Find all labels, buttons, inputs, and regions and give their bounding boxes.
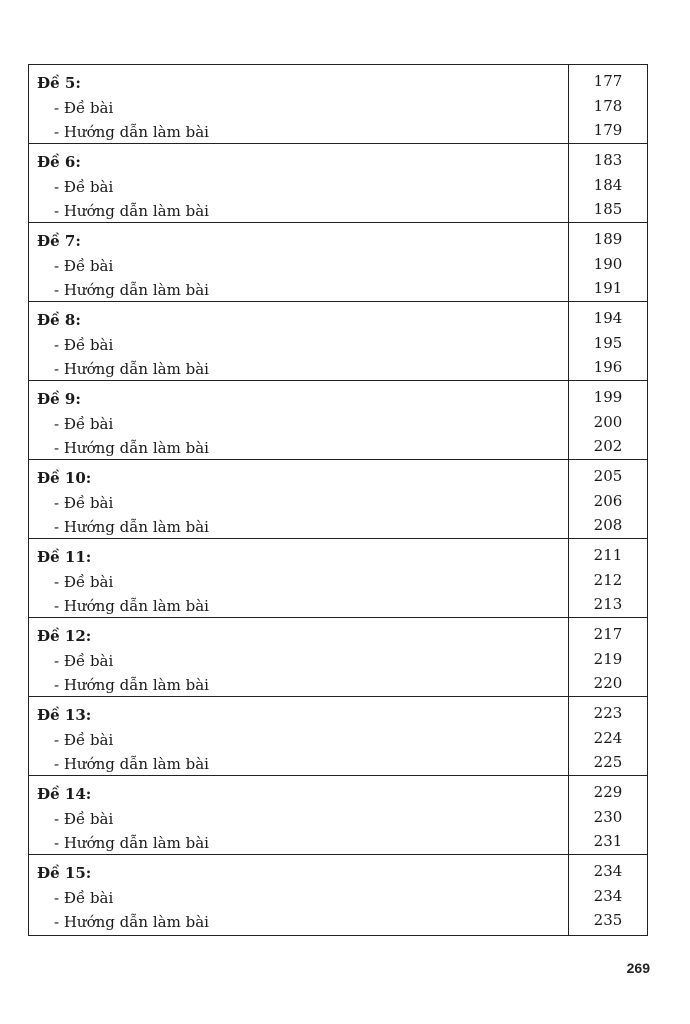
item-huong-dan: - Hướng dẫn làm bài: [54, 202, 209, 220]
toc-section: [29, 460, 647, 539]
item-huong-dan: - Hướng dẫn làm bài: [54, 123, 209, 141]
page-number: 183: [593, 151, 623, 169]
section-heading: Đề 7:: [37, 232, 81, 250]
footer-page-number: 269: [626, 960, 650, 976]
section-heading: Đề 13:: [37, 706, 92, 724]
toc-section: [29, 65, 647, 144]
page-number: 177: [593, 72, 623, 90]
item-de-bai: - Đề bài: [54, 809, 114, 828]
section-pages: [569, 460, 647, 538]
section-heading: Đề 8:: [37, 311, 81, 329]
page-number: 190: [593, 254, 623, 273]
item-de-bai: - Đề bài: [54, 98, 114, 117]
page-number: 199: [593, 388, 623, 406]
page-number: 202: [593, 437, 623, 455]
toc-section: [29, 223, 647, 302]
section-titles: [29, 65, 569, 143]
section-pages: [569, 776, 647, 854]
page-number: 185: [593, 200, 623, 218]
section-pages: [569, 618, 647, 696]
page-number: 224: [593, 728, 623, 747]
page-number: 184: [593, 175, 623, 194]
item-de-bai: - Đề bài: [54, 730, 114, 749]
page-number: 179: [593, 121, 623, 139]
page-number: 196: [593, 358, 623, 376]
page-number: 220: [593, 674, 623, 692]
page-number: 189: [593, 230, 623, 248]
toc-section: [29, 302, 647, 381]
page-number: 194: [593, 309, 623, 327]
item-huong-dan: - Hướng dẫn làm bài: [54, 360, 209, 378]
page-number: 205: [593, 467, 623, 485]
item-huong-dan: - Hướng dẫn làm bài: [54, 676, 209, 694]
page-number: 235: [593, 911, 623, 929]
item-de-bai: - Đề bài: [54, 335, 114, 354]
section-heading: Đề 6:: [37, 153, 81, 171]
section-titles: [29, 855, 569, 935]
page-number: 195: [593, 333, 623, 352]
section-heading: Đề 10:: [37, 469, 92, 487]
toc-section: [29, 776, 647, 855]
item-de-bai: - Đề bài: [54, 493, 114, 512]
section-titles: [29, 539, 569, 617]
item-de-bai: - Đề bài: [54, 572, 114, 591]
item-de-bai: - Đề bài: [54, 177, 114, 196]
page-number: 231: [593, 832, 623, 850]
page-number: 223: [593, 704, 623, 722]
section-heading: Đề 14:: [37, 785, 92, 803]
section-heading: Đề 15:: [37, 864, 92, 882]
page-number: 229: [593, 783, 623, 801]
section-titles: [29, 381, 569, 459]
section-heading: Đề 9:: [37, 390, 81, 408]
section-titles: [29, 697, 569, 775]
table-of-contents: [28, 64, 648, 936]
page-number: 213: [593, 595, 623, 613]
page-number: 200: [593, 412, 623, 431]
section-titles: [29, 223, 569, 301]
item-de-bai: - Đề bài: [54, 414, 114, 433]
page-number: 219: [593, 649, 623, 668]
page-number: 208: [593, 516, 623, 534]
toc-section: [29, 144, 647, 223]
item-huong-dan: - Hướng dẫn làm bài: [54, 518, 209, 536]
section-pages: [569, 381, 647, 459]
section-titles: [29, 460, 569, 538]
item-de-bai: - Đề bài: [54, 256, 114, 275]
item-huong-dan: - Hướng dẫn làm bài: [54, 597, 209, 615]
item-huong-dan: - Hướng dẫn làm bài: [54, 755, 209, 773]
page-number: 225: [593, 753, 623, 771]
page-number: 234: [593, 886, 623, 905]
page-number: 230: [593, 807, 623, 826]
page-number: 212: [593, 570, 623, 589]
section-pages: [569, 697, 647, 775]
toc-section: [29, 539, 647, 618]
section-pages: [569, 65, 647, 143]
item-huong-dan: - Hướng dẫn làm bài: [54, 913, 209, 931]
section-pages: [569, 144, 647, 222]
section-titles: [29, 618, 569, 696]
page-number: 191: [593, 279, 623, 297]
item-huong-dan: - Hướng dẫn làm bài: [54, 439, 209, 457]
section-titles: [29, 302, 569, 380]
item-huong-dan: - Hướng dẫn làm bài: [54, 281, 209, 299]
item-huong-dan: - Hướng dẫn làm bài: [54, 834, 209, 852]
section-titles: [29, 144, 569, 222]
page-number: 217: [593, 625, 623, 643]
page-number: 178: [593, 96, 623, 115]
item-de-bai: - Đề bài: [54, 888, 114, 907]
page-number: 206: [593, 491, 623, 510]
item-de-bai: - Đề bài: [54, 651, 114, 670]
section-pages: [569, 302, 647, 380]
toc-section: [29, 855, 647, 935]
section-titles: [29, 776, 569, 854]
section-heading: Đề 5:: [37, 74, 81, 92]
section-heading: Đề 12:: [37, 627, 92, 645]
toc-section: [29, 618, 647, 697]
toc-section: [29, 697, 647, 776]
section-heading: Đề 11:: [37, 548, 92, 566]
section-pages: [569, 223, 647, 301]
toc-section: [29, 381, 647, 460]
section-pages: [569, 855, 647, 935]
page-number: 211: [593, 546, 623, 564]
section-pages: [569, 539, 647, 617]
page-number: 234: [593, 862, 623, 880]
